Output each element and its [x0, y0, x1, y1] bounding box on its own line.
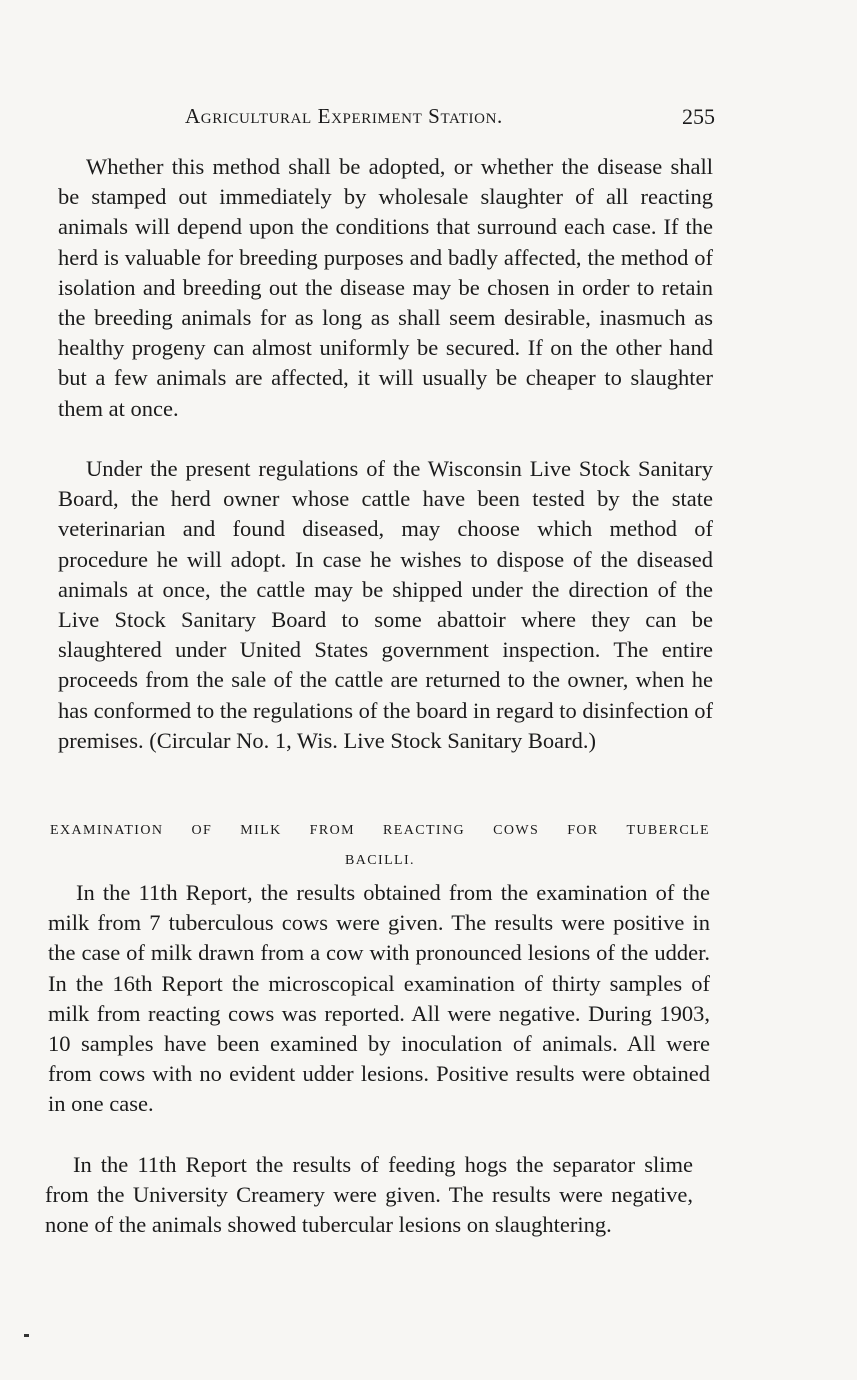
paragraph-text: Under the present regulations of the Wisconsin Live Stock Sanitary Board, the herd owner whose cattle have been tested by the state veterinarian and found diseased, may choose which method of procedure he will adopt. In case he wishes to dispose of the diseased animals at once, the cattle may be shipped under the direction of the Live Stock Sanitary Board to some abattoir where they can be slaughtered under United States government inspection. The entire proceeds from the sale of the cattle are returned to the owner, when he has conformed to the regulations of the board in regard to disinfection of premises. (Circular No. 1, Wis. Live Stock Sanitary Board.): [58, 456, 713, 753]
paragraph-separator-slime: [45, 1150, 693, 1241]
paragraph-text: In the 11th Report, the results obtained from the examination of the milk from 7 tuberculous cows were given. The results were positive in the case of milk drawn from a cow with pronounced lesions of the udder. In the 16th Report the microscopical examination of thirty samples of milk from reacting cows was reported. All were negative. During 1903, 10 samples have been examined by inoculation of animals. All were from cows with no evident udder lesions. Positive results were obtained in one case.: [48, 880, 710, 1117]
running-title: Agricultural Experiment Station.: [185, 104, 503, 128]
section-heading-line2: BACILLI.: [345, 853, 415, 868]
print-speck: [24, 1334, 29, 1337]
section-heading-line1: EXAMINATION OF MILK FROM REACTING COWS FOR TUBERCLE: [50, 823, 710, 838]
running-head: [60, 104, 715, 140]
paragraph-disease-method: [58, 152, 713, 424]
paragraph-text: In the 11th Report the results of feeding hogs the separator slime from the University Creamery were given. The results were negative, none of the animals showed tubercular lesions on slaughtering.: [45, 1152, 693, 1238]
paragraph-text: Whether this method shall be adopted, or whether the disease shall be stamped out immediately by wholesale slaughter of all reacting animals will depend upon the conditions that surround each case. If the herd is valuable for breeding purposes and badly affected, the method of isolation and breeding out the disease may be chosen in order to retain the breeding animals for as long as shall seem desirable, inasmuch as healthy progeny can almost uniformly be secured. If on the other hand but a few animals are affected, it will usually be cheaper to slaughter them at once.: [58, 154, 713, 421]
paragraph-wisconsin-regulations: [58, 454, 713, 756]
page-number: 255: [682, 104, 715, 129]
section-heading: [50, 816, 710, 876]
paragraph-milk-examination: [48, 878, 710, 1120]
